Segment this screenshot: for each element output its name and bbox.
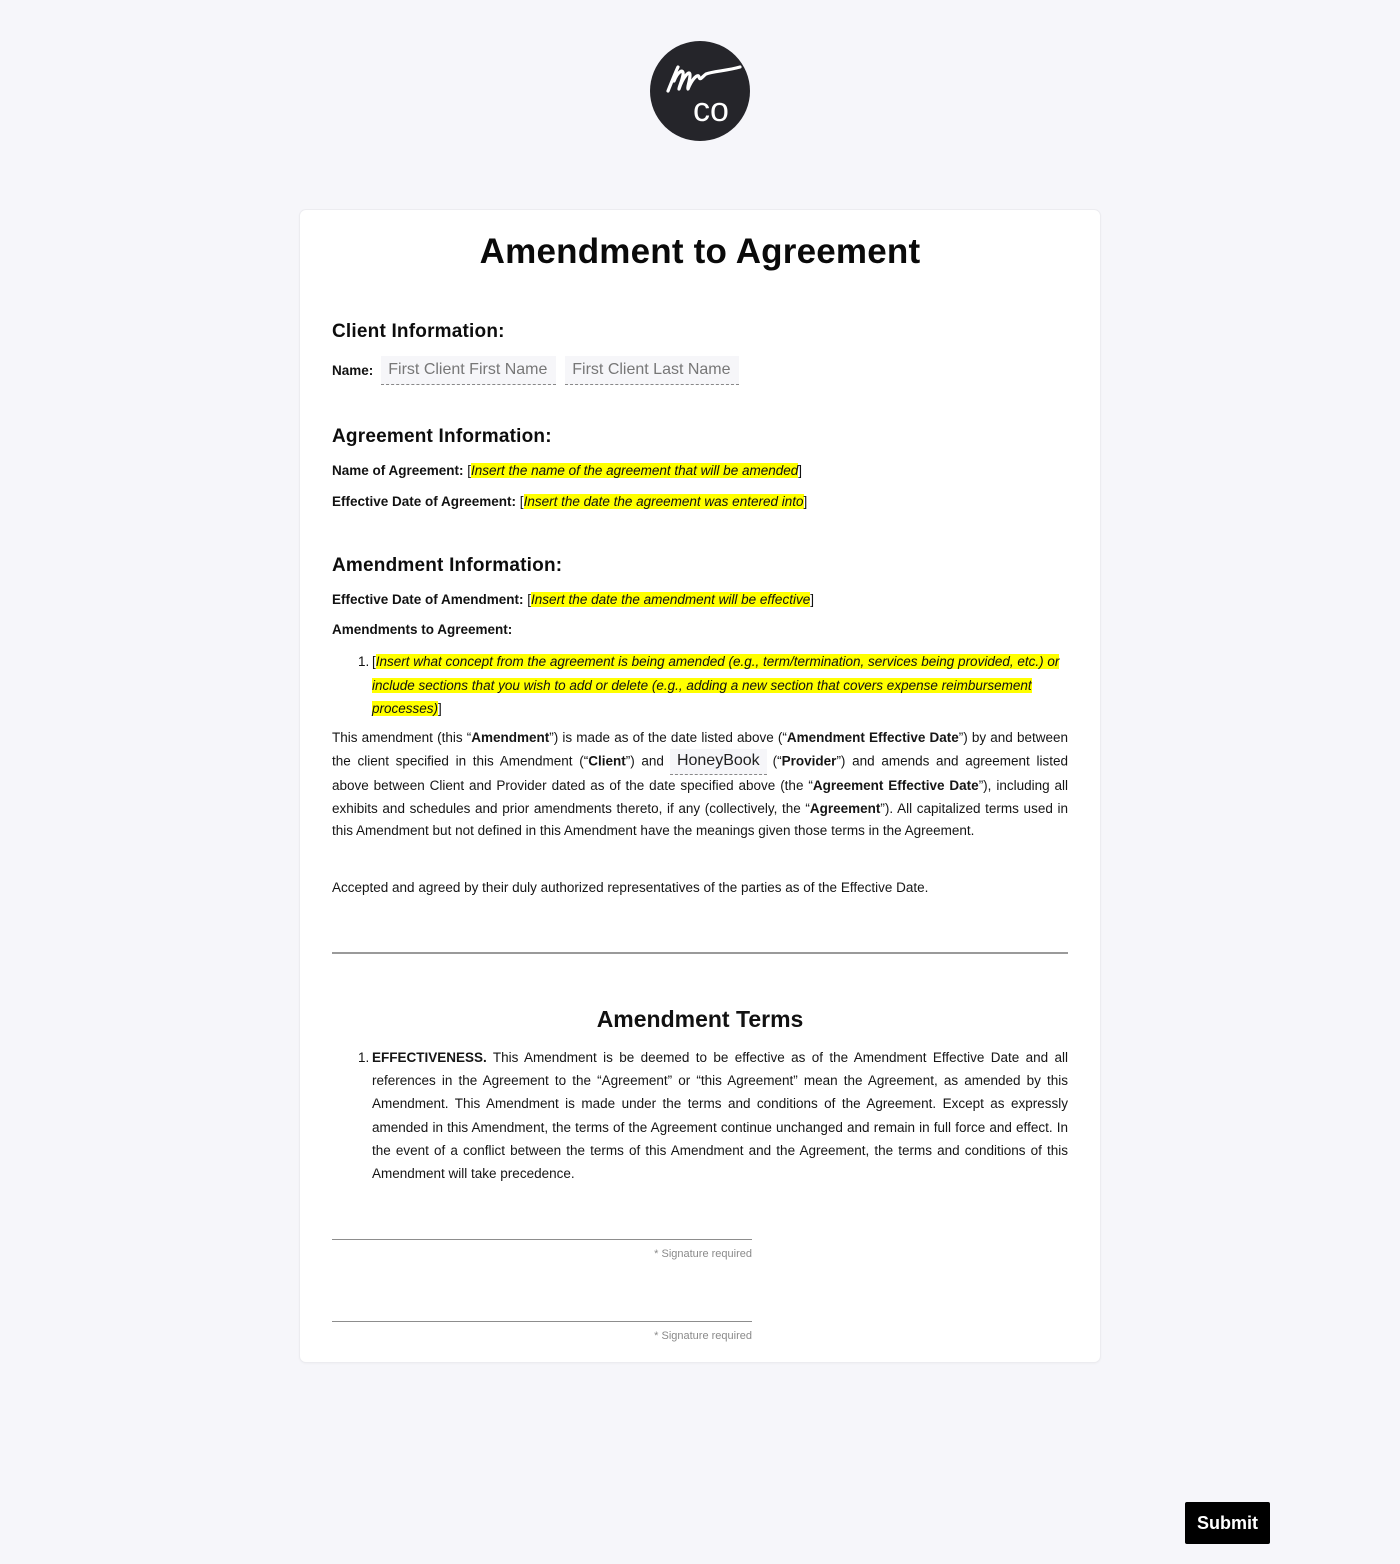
- term-text: This Amendment is be deemed to be effective as of the Amendment Effective Date and all references in the Agreement to the “Agreement” or “this Agreement” mean the Agreement, as amended by this Amendment. This Amendment is made under the terms and conditions of the Agreement. Except as expressly amended in this Amendment, the terms of the Agreement continue unchanged and remain in full force and effect. In the event of a conflict between the terms of this Amendment and the Agreement, the terms and conditions of this Amendment will take precedence.: [372, 1050, 1068, 1182]
- amendment-terms-heading: Amendment Terms: [596, 1006, 804, 1032]
- signature-line-2[interactable]: [332, 1321, 752, 1322]
- signature-line-1[interactable]: [332, 1239, 752, 1240]
- client-first-name-field[interactable]: First Client First Name: [381, 356, 556, 385]
- term-title: EFFECTIVENESS.: [372, 1050, 487, 1065]
- client-name-row: [332, 356, 748, 385]
- document-title: Amendment to Agreement: [479, 232, 921, 271]
- accepted-text: Accepted and agreed by their duly authorized representatives of the parties as of the Effective Date.: [332, 880, 929, 895]
- provider-name-field[interactable]: HoneyBook: [670, 749, 767, 775]
- amendment-item-placeholder: Insert what concept from the agreement is being amended (e.g., term/termination, services being provided, etc.) or include sections that you wish to add or delete (e.g., adding a new section that covers expense reimbursement processes): [372, 654, 1060, 716]
- amendments-label: Amendments to Agreement:: [332, 622, 513, 637]
- mco-logo-icon: [650, 41, 750, 141]
- company-logo: [650, 41, 750, 141]
- client-info-heading: Client Information:: [332, 321, 505, 342]
- signature-required-note-1: * Signature required: [654, 1248, 752, 1260]
- section-divider: [332, 952, 1068, 954]
- amendments-to-agreement-line: [332, 622, 512, 637]
- signature-required-note-2: * Signature required: [654, 1330, 752, 1342]
- submit-button[interactable]: Submit: [1185, 1502, 1270, 1544]
- agreement-info-heading: Agreement Information:: [332, 426, 552, 447]
- agreement-date-line: Effective Date of Agreement: [Insert the date the agreement was entered into]: [332, 494, 808, 509]
- amendment-info-heading: Amendment Information:: [332, 555, 563, 576]
- agreement-date-placeholder: Insert the date the agreement was entered into: [523, 494, 804, 509]
- term-item-effectiveness: [358, 1046, 1068, 1185]
- agreement-name-line: Name of Agreement: [Insert the name of the agreement that will be amended]: [332, 463, 803, 478]
- client-last-name-field[interactable]: First Client Last Name: [565, 356, 739, 385]
- list-number: 1.: [358, 654, 370, 669]
- amendment-date-placeholder: Insert the date the amendment will be effective: [531, 592, 811, 607]
- agreement-name-label: Name of Agreement:: [332, 463, 464, 478]
- svg-text:co: co: [693, 91, 729, 129]
- amendment-date-label: Effective Date of Amendment:: [332, 592, 524, 607]
- term-number: 1.: [358, 1050, 370, 1065]
- agreement-name-placeholder: Insert the name of the agreement that will be amended: [471, 463, 799, 478]
- agreement-date-label: Effective Date of Agreement:: [332, 494, 517, 509]
- amendment-intro-paragraph: This amendment (this “Amendment”) is made as of the date listed above (“Amendment Effective Date”) by and between the client specified in this Amendment (“Client”) and HoneyBook (“Provider”) and amends and agreement listed above between Client and Provider dated as of the date specified above (the “Agreement Effective Date”), including all exhibits and schedules and prior amendments thereto, if any (collectively, the “Agreement”). All capitalized terms used in this Amendment but not defined in this Amendment have the meanings given those terms in the Agreement.: [332, 730, 1068, 838]
- name-label: Name:: [332, 363, 374, 378]
- amendment-date-line: Effective Date of Amendment: [Insert the date the amendment will be effective]: [332, 592, 814, 607]
- amendment-list-item: 1. [Insert what concept from the agreement is being amended (e.g., term/termination, services being provided, etc.) or include sections that you wish to add or delete (e.g., adding a new section that covers expense reimbursement processes)]: [358, 650, 1068, 721]
